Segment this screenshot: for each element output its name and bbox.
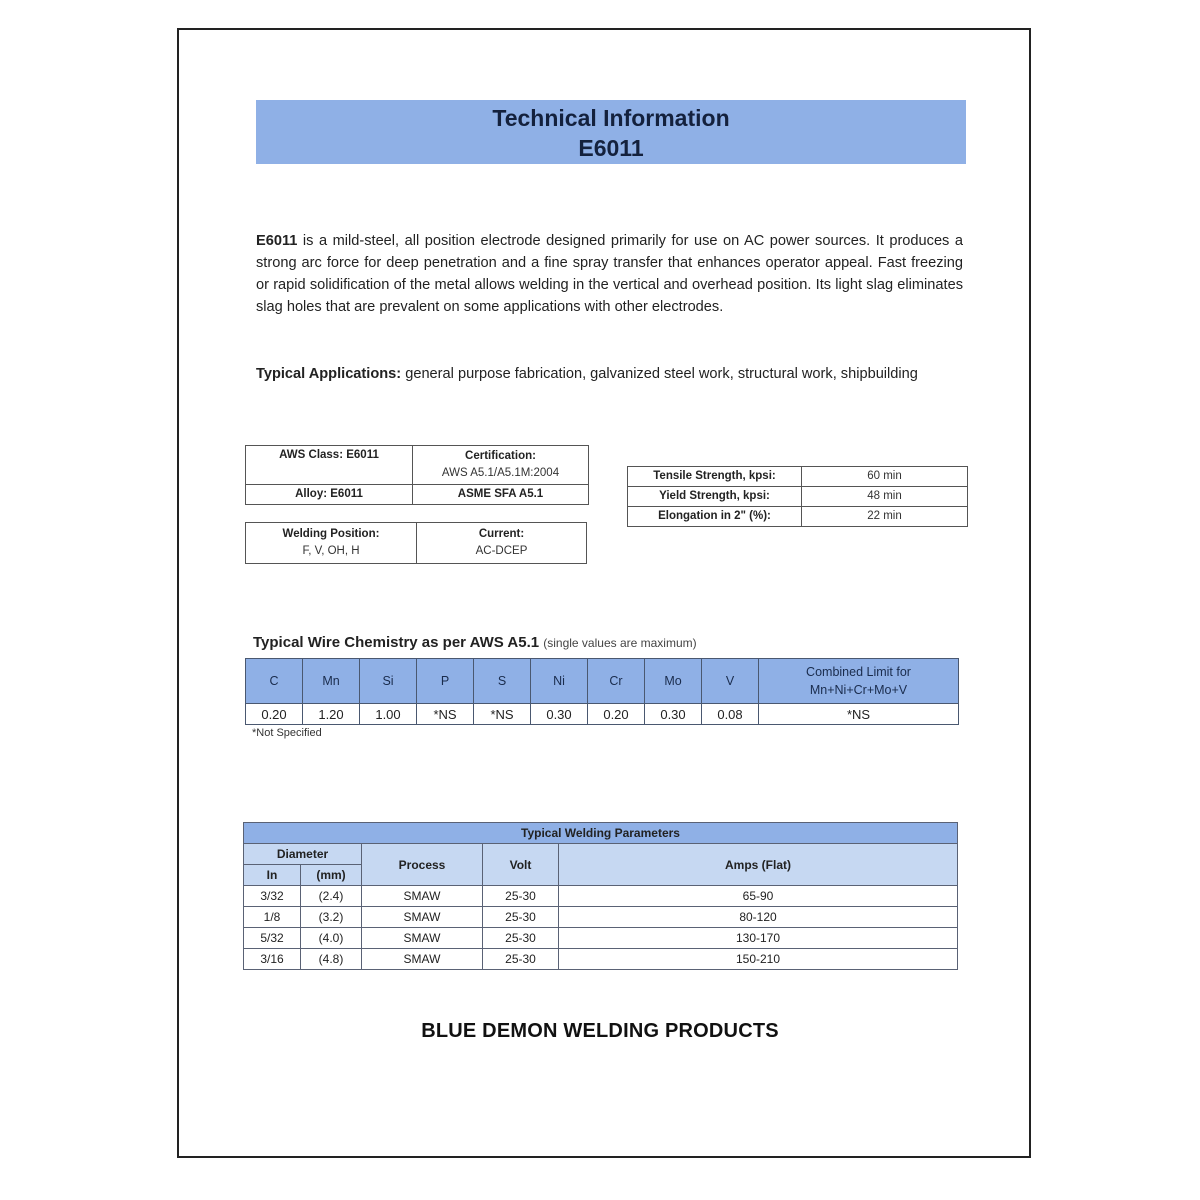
- chem-value-mn: 1.20: [303, 704, 360, 725]
- tensile-value: 60 min: [802, 467, 968, 487]
- chem-value-combined: *NS: [759, 704, 959, 725]
- chem-value-mo: 0.30: [645, 704, 702, 725]
- chem-header-combined: Combined Limit for Mn+Ni+Cr+Mo+V: [759, 659, 959, 704]
- volt: 25-30: [483, 928, 559, 949]
- chem-header-cr: Cr: [588, 659, 645, 704]
- tensile-label: Tensile Strength, kpsi:: [628, 467, 802, 487]
- brand-footer: BLUE DEMON WELDING PRODUCTS: [421, 1020, 779, 1042]
- position-cell: [246, 523, 417, 564]
- volt: 25-30: [483, 886, 559, 907]
- diameter-in: 5/32: [244, 928, 301, 949]
- intro-product: E6011: [256, 233, 298, 249]
- chem-value-cr: 0.20: [588, 704, 645, 725]
- elongation-value: 22 min: [802, 507, 968, 527]
- process-header: Process: [362, 844, 483, 886]
- applications-text: general purpose fabrication, galvanized steel work, structural work, shipbuilding: [401, 366, 918, 382]
- process: SMAW: [362, 886, 483, 907]
- process: SMAW: [362, 949, 483, 970]
- table-row: [244, 907, 958, 928]
- chem-value-c: 0.20: [246, 704, 303, 725]
- chem-value-si: 1.00: [360, 704, 417, 725]
- current-cell: [417, 523, 587, 564]
- mm-header: (mm): [301, 865, 362, 886]
- chem-value-v: 0.08: [702, 704, 759, 725]
- certification-label: Certification:: [465, 450, 536, 462]
- process: SMAW: [362, 907, 483, 928]
- volt-header: Volt: [483, 844, 559, 886]
- diameter-mm: (4.0): [301, 928, 362, 949]
- chemistry-table: [245, 658, 959, 725]
- current-label: Current:: [478, 528, 525, 540]
- applications-paragraph: [256, 363, 963, 385]
- chem-header-p: P: [417, 659, 474, 704]
- chem-header-v: V: [702, 659, 759, 704]
- chem-value-ni: 0.30: [531, 704, 588, 725]
- diameter-in: 3/32: [244, 886, 301, 907]
- chem-header-mo: Mo: [645, 659, 702, 704]
- chem-header-s: S: [474, 659, 531, 704]
- elongation-label: Elongation in 2" (%):: [628, 507, 802, 527]
- page-title: Technical Information: [492, 105, 730, 131]
- chemistry-title-text: Typical Wire Chemistry as per AWS A5.1: [253, 634, 540, 651]
- table-row: [244, 949, 958, 970]
- chem-value-s: *NS: [474, 704, 531, 725]
- volt: 25-30: [483, 907, 559, 928]
- intro-paragraph: [256, 230, 963, 318]
- position-label: Welding Position:: [282, 528, 380, 540]
- chemistry-title: [253, 634, 697, 651]
- table-row: [628, 487, 968, 507]
- yield-value: 48 min: [802, 487, 968, 507]
- diameter-in: 3/16: [244, 949, 301, 970]
- amps: 150-210: [559, 949, 958, 970]
- diameter-mm: (2.4): [301, 886, 362, 907]
- amps: 130-170: [559, 928, 958, 949]
- table-row: [628, 467, 968, 487]
- amps: 80-120: [559, 907, 958, 928]
- amps-header: Amps (Flat): [559, 844, 958, 886]
- product-code: E6011: [578, 135, 644, 161]
- table-row: [244, 928, 958, 949]
- intro-text: is a mild-steel, all position electrode designed primarily for use on AC power sources. It produces a strong arc force for deep penetration and a fine spray transfer that enhances operator appeal. Fast freezing or rapid solidification of the metal allows welding in the vertical and overhead position. Its light slag eliminates slag holes that are prevalent on some applications with other electrodes.: [256, 233, 963, 315]
- welding-parameters-table: [243, 822, 958, 970]
- chemistry-header-row: [246, 659, 959, 704]
- amps: 65-90: [559, 886, 958, 907]
- position-table: [245, 522, 587, 564]
- asme-cell: ASME SFA A5.1: [413, 485, 589, 505]
- title-banner: [256, 100, 966, 164]
- process: SMAW: [362, 928, 483, 949]
- volt: 25-30: [483, 949, 559, 970]
- diameter-in: 1/8: [244, 907, 301, 928]
- not-specified-footnote: *Not Specified: [252, 727, 322, 739]
- applications-label: Typical Applications:: [256, 366, 402, 382]
- class-table: [245, 445, 589, 505]
- diameter-mm: (4.8): [301, 949, 362, 970]
- chem-value-p: *NS: [417, 704, 474, 725]
- welding-parameters-title: Typical Welding Parameters: [244, 823, 958, 844]
- chem-header-ni: Ni: [531, 659, 588, 704]
- chem-header-mn: Mn: [303, 659, 360, 704]
- diameter-mm: (3.2): [301, 907, 362, 928]
- table-row: [628, 507, 968, 527]
- diameter-header: Diameter: [244, 844, 362, 865]
- current-value: AC-DCEP: [475, 545, 528, 557]
- mechanical-table: [627, 466, 968, 527]
- position-value: F, V, OH, H: [302, 545, 360, 557]
- alloy-cell: Alloy: E6011: [246, 485, 413, 505]
- chem-header-c: C: [246, 659, 303, 704]
- table-row: [244, 886, 958, 907]
- aws-class-cell: AWS Class: E6011: [246, 446, 413, 485]
- chem-header-si: Si: [360, 659, 417, 704]
- chemistry-note: (single values are maximum): [543, 636, 697, 650]
- page-border: [177, 28, 1031, 1158]
- certification-cell: [413, 446, 589, 485]
- yield-label: Yield Strength, kpsi:: [628, 487, 802, 507]
- chemistry-value-row: [246, 704, 959, 725]
- in-header: In: [244, 865, 301, 886]
- certification-value: AWS A5.1/A5.1M:2004: [441, 467, 560, 479]
